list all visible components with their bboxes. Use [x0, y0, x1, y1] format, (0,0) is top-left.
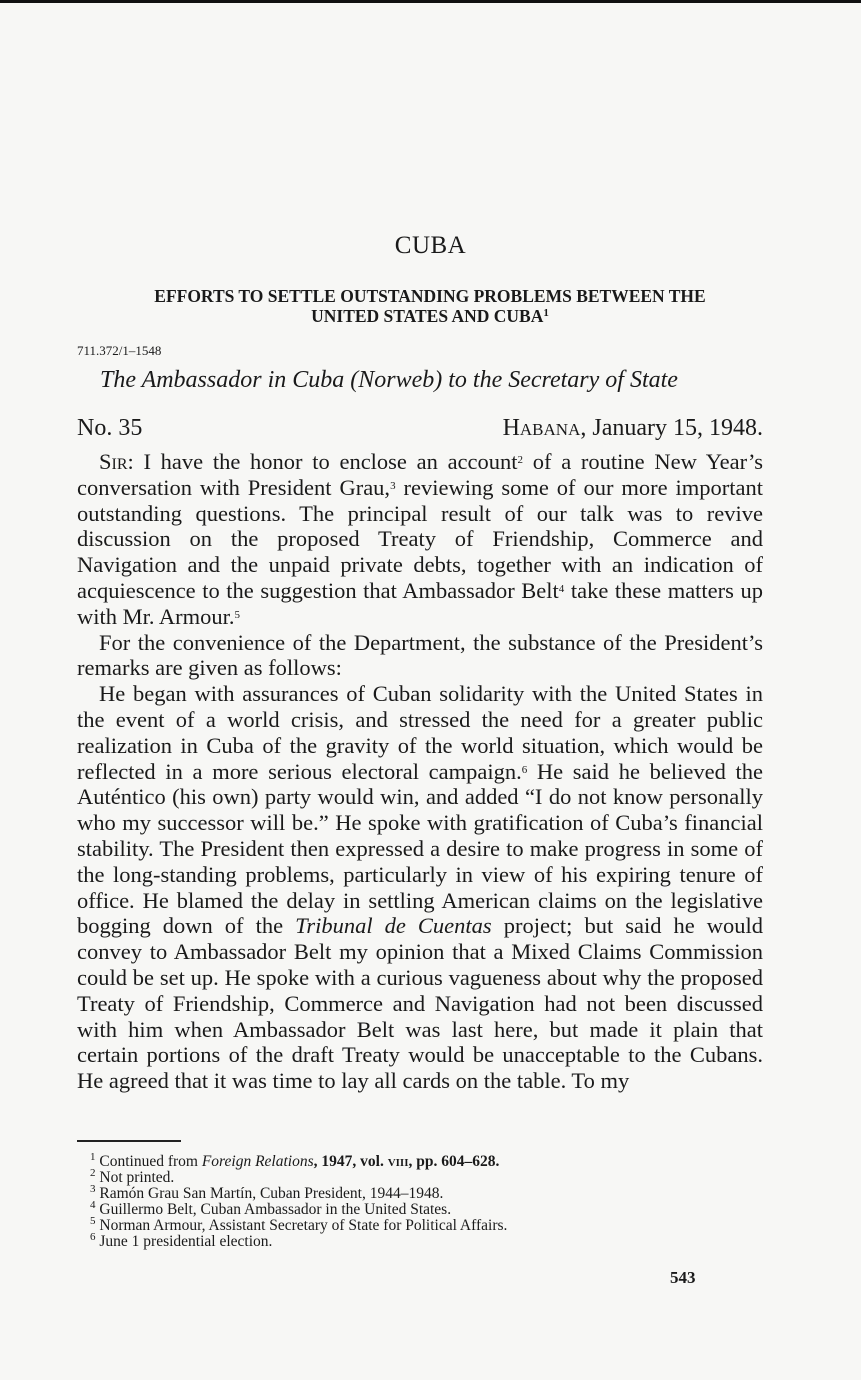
footnote-number: 5: [90, 1215, 96, 1227]
footnote-text: Not printed.: [99, 1169, 175, 1186]
section-heading-line2: [90, 306, 770, 326]
footnote-number: 3: [90, 1183, 96, 1195]
footnote-4: [90, 1199, 730, 1218]
footnote-number: 2: [90, 1167, 96, 1179]
italic-term: Tribunal de Cuentas: [295, 913, 492, 939]
paragraph-text: take these matters up with Mr. Armour.: [77, 577, 763, 629]
paragraph-text: He began with assurances of Cuban solidarity with the United States in the event of a world crisis, and stressed the need for a greater public realization in Cuba of the gravity of the world situation, which would be reflected in a more serious electoral campaign.: [77, 681, 763, 784]
paragraph-text: of a routine New Year’s conversation with President Grau,: [77, 449, 763, 500]
paragraph-3: [77, 681, 763, 1094]
footnote-text: , pp. 604–628.: [408, 1153, 500, 1170]
footnote-5: [90, 1215, 730, 1234]
footnote-number: 4: [90, 1199, 96, 1211]
paragraph-text: project; but said he would convey to Ambassador Belt my opinion that a Mixed Claims Commission could be set up. He spoke with a curious vagueness about why the proposed Treaty of Friendship, Commerce and Navigation had not been discussed with him when Ambassador Belt was last here, but made it plain that certain portions of the draft Treaty would be unacceptable to the Cubans. He agreed that it was time to lay all cards on the table. To my: [77, 913, 764, 1094]
footnote-text: Ramón Grau San Martín, Cuban President, 1944–1948.: [99, 1185, 444, 1202]
footnote-text: Norman Armour, Assistant Secretary of State for Political Affairs.: [99, 1217, 508, 1234]
paragraph-2: For the convenience of the Department, the substance of the President’s remarks are given as follows:: [77, 629, 763, 681]
footnote-italic: Foreign Relations: [201, 1153, 314, 1170]
section-heading-text: UNITED STATES AND CUBA: [311, 306, 544, 326]
document-title: The Ambassador in Cuba (Norweb) to the Secretary of State: [100, 367, 678, 393]
footnote-text: , 1947, vol.: [313, 1153, 388, 1170]
footnote-text: Continued from: [99, 1153, 202, 1170]
file-number: 711.372/1–1548: [77, 343, 162, 358]
page-number: 543: [670, 1268, 696, 1287]
footnote-number: 1: [90, 1151, 96, 1163]
salutation: Sir: [99, 449, 128, 474]
section-heading: [90, 286, 770, 326]
footnote-ref: 6: [521, 763, 528, 776]
footnote-ref: 4: [558, 582, 565, 595]
place-date: [503, 415, 763, 442]
paragraph-1: [77, 449, 763, 630]
despatch-number: No. 35: [77, 415, 143, 441]
place: Habana: [502, 415, 581, 441]
letter-body: [77, 449, 763, 1094]
country-heading: CUBA: [394, 232, 467, 259]
footnote-text: June 1 presidential election.: [99, 1233, 273, 1250]
section-heading-line1: EFFORTS TO SETTLE OUTSTANDING PROBLEMS BETWEEN THE: [154, 286, 706, 306]
paragraph-text: : I have the honor to enclose an account: [127, 449, 518, 474]
footnote-ref: 1: [543, 307, 549, 319]
footnote-text: Guillermo Belt, Cuban Ambassador in the United States.: [99, 1201, 452, 1218]
paragraph-text: He said he believed the Auténtico (his own) party would win, and added “I do not know personally who my successor will be.” He spoke with gratification of Cuba’s financial stability. The President then expressed a desire to make progress in some of the long-standing problems, particularly in view of his expiring tenure of office. He blamed the delay in settling American claims on the legislative bogging down of the: [77, 758, 763, 939]
footnote-3: [90, 1183, 730, 1202]
dateline: [77, 415, 763, 442]
footnote-ref: 5: [234, 608, 241, 621]
date: , January 15, 1948.: [580, 415, 763, 441]
footnote-6: [90, 1231, 730, 1250]
footnote-volume: viii: [387, 1153, 409, 1170]
footnotes: [90, 1151, 730, 1250]
footnote-1: [90, 1151, 730, 1170]
top-border-rule: [0, 0, 861, 3]
footnote-ref: 3: [390, 479, 396, 492]
footnote-rule: [77, 1140, 181, 1142]
footnote-number: 6: [90, 1231, 96, 1243]
footnote-ref: 2: [517, 454, 524, 466]
paragraph-text: reviewing some of our more important outstanding questions. The principal result of our talk was to revive discussion on the proposed Treaty of Friendship, Commerce and Navigation and the unpaid private debts, together with an indication of acquiescence to the suggestion that Ambassador Belt: [77, 474, 763, 603]
footnote-2: [90, 1167, 730, 1186]
